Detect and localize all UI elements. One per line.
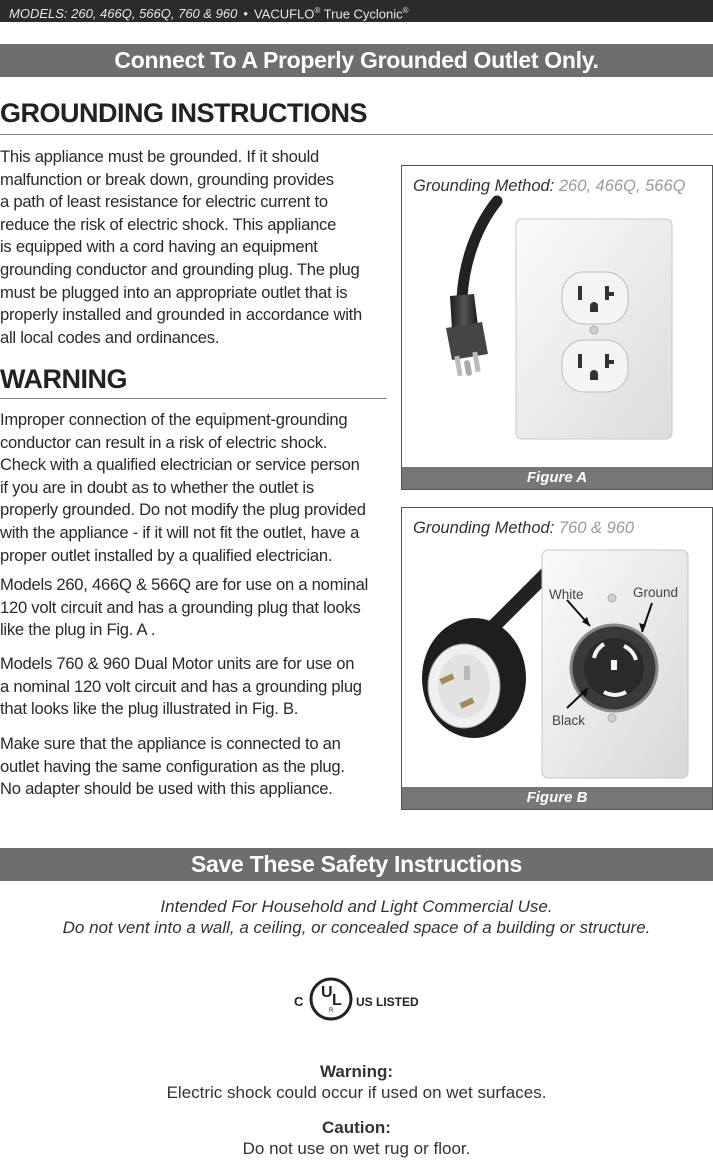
text-line: malfunction or break down, grounding provides — [0, 169, 334, 189]
text-line: grounding conductor and grounding plug. The plug — [0, 259, 360, 279]
figure-b-illustration — [402, 508, 712, 788]
brand-name: VACUFLO — [253, 6, 315, 22]
footer-warning-heading: Warning: — [319, 1062, 394, 1081]
figure-a-caption: Figure A — [402, 467, 712, 489]
text-line: all local codes and ordinances. — [0, 327, 220, 347]
usage-note — [0, 896, 713, 938]
footer-warning-text: Electric shock could occur if used on wet surfaces. — [166, 1083, 547, 1102]
header-bar — [0, 0, 713, 22]
warning-paragraph-1 — [0, 409, 366, 567]
text-line: with the appliance - if it will not fit the outlet, have a — [0, 522, 360, 542]
warning-paragraph-3 — [0, 653, 362, 721]
warning-paragraph-4 — [0, 733, 345, 801]
ul-c-letter: C — [294, 994, 304, 1009]
black-terminal-label: Black — [552, 713, 586, 728]
warning-paragraph-2 — [0, 574, 368, 642]
usage-note-line-1: Intended For Household and Light Commercial Use. — [160, 897, 553, 916]
figure-b-caption: Figure B — [402, 787, 712, 809]
bottom-banner: Save These Safety Instructions — [0, 848, 713, 881]
text-line: proper outlet installed by a qualified electrician. — [0, 545, 333, 565]
product-name: True Cyclonic — [323, 6, 403, 22]
figure-b-method-label: Grounding Method: — [413, 519, 555, 537]
text-line: 120 volt circuit and has a grounding plug that looks — [0, 597, 361, 617]
figure-b — [401, 507, 713, 810]
text-line: a path of least resistance for electric current to — [0, 192, 328, 212]
white-terminal-label: White — [549, 587, 584, 602]
text-line: Models 260, 466Q & 566Q are for use on a nominal — [0, 575, 369, 594]
text-line: must be plugged into an appropriate outlet that is — [0, 282, 348, 302]
plate-screw — [590, 326, 598, 334]
wall-plate — [516, 219, 672, 439]
figure-b-models: 760 & 960 — [558, 519, 635, 537]
text-line: reduce the risk of electric shock. This appliance — [0, 214, 337, 234]
ul-l-letter: L — [332, 992, 342, 1009]
text-line: that looks like the plug illustrated in Fig. B. — [0, 699, 299, 719]
plate-screw — [608, 594, 616, 602]
header-separator: • — [243, 6, 248, 22]
three-prong-plug — [446, 294, 488, 376]
footer-caution-heading: Caution: — [322, 1118, 391, 1137]
upper-receptacle — [562, 272, 628, 324]
power-cord — [462, 201, 497, 298]
ul-registered-mark: R — [329, 1008, 334, 1014]
warning-divider — [0, 398, 387, 399]
ul-u-letter: U — [321, 984, 333, 1001]
text-line: Models 760 & 960 Dual Motor units are for use on — [0, 654, 355, 673]
top-banner: Connect To A Properly Grounded Outlet Only. — [0, 44, 713, 77]
text-line: properly grounded. Do not modify the plug provided — [0, 500, 366, 520]
text-line: Check with a qualified electrician or service person — [0, 455, 360, 475]
text-line: a nominal 120 volt circuit and has a grounding plug — [0, 676, 362, 696]
figure-a — [401, 165, 713, 490]
lower-receptacle — [562, 340, 628, 392]
locking-receptacle — [571, 625, 657, 711]
product-registered-mark: ® — [402, 6, 409, 15]
models-label: MODELS: 260, 466Q, 566Q, 760 & 960 — [9, 6, 238, 22]
grounding-divider — [0, 134, 713, 135]
usage-note-line-2: Do not vent into a wall, a ceiling, or concealed space of a building or structure. — [62, 918, 651, 937]
text-line: if you are in doubt as to whether the outlet is — [0, 477, 314, 497]
footer-caution-text: Do not use on wet rug or floor. — [242, 1139, 471, 1158]
ul-us-listed: US LISTED — [356, 995, 419, 1009]
text-line: outlet having the same configuration as the plug. — [0, 756, 345, 776]
ul-listed-mark — [294, 974, 429, 1026]
twist-lock-plug — [422, 618, 526, 738]
text-line: This appliance must be grounded. If it should — [0, 147, 319, 166]
brand-registered-mark: ® — [314, 6, 321, 15]
text-line: like the plug in Fig. A . — [0, 620, 156, 640]
grounding-heading: GROUNDING INSTRUCTIONS — [0, 98, 367, 128]
grounding-paragraph — [0, 146, 362, 349]
text-line: conductor can result in a risk of electric shock. — [0, 432, 328, 452]
ground-terminal-label: Ground — [633, 585, 679, 600]
text-line: properly installed and grounded in accordance with — [0, 305, 363, 325]
text-line: Make sure that the appliance is connected to an — [0, 734, 341, 753]
plate-screw — [608, 714, 616, 722]
figure-a-illustration — [402, 166, 712, 466]
figure-a-models: 260, 466Q, 566Q — [558, 177, 686, 195]
text-line: Improper connection of the equipment-grounding — [0, 410, 348, 429]
text-line: is equipped with a cord having an equipment — [0, 237, 318, 257]
warning-heading: WARNING — [0, 364, 127, 394]
text-line: No adapter should be used with this appliance. — [0, 779, 333, 799]
figure-a-method-label: Grounding Method: — [413, 177, 555, 195]
